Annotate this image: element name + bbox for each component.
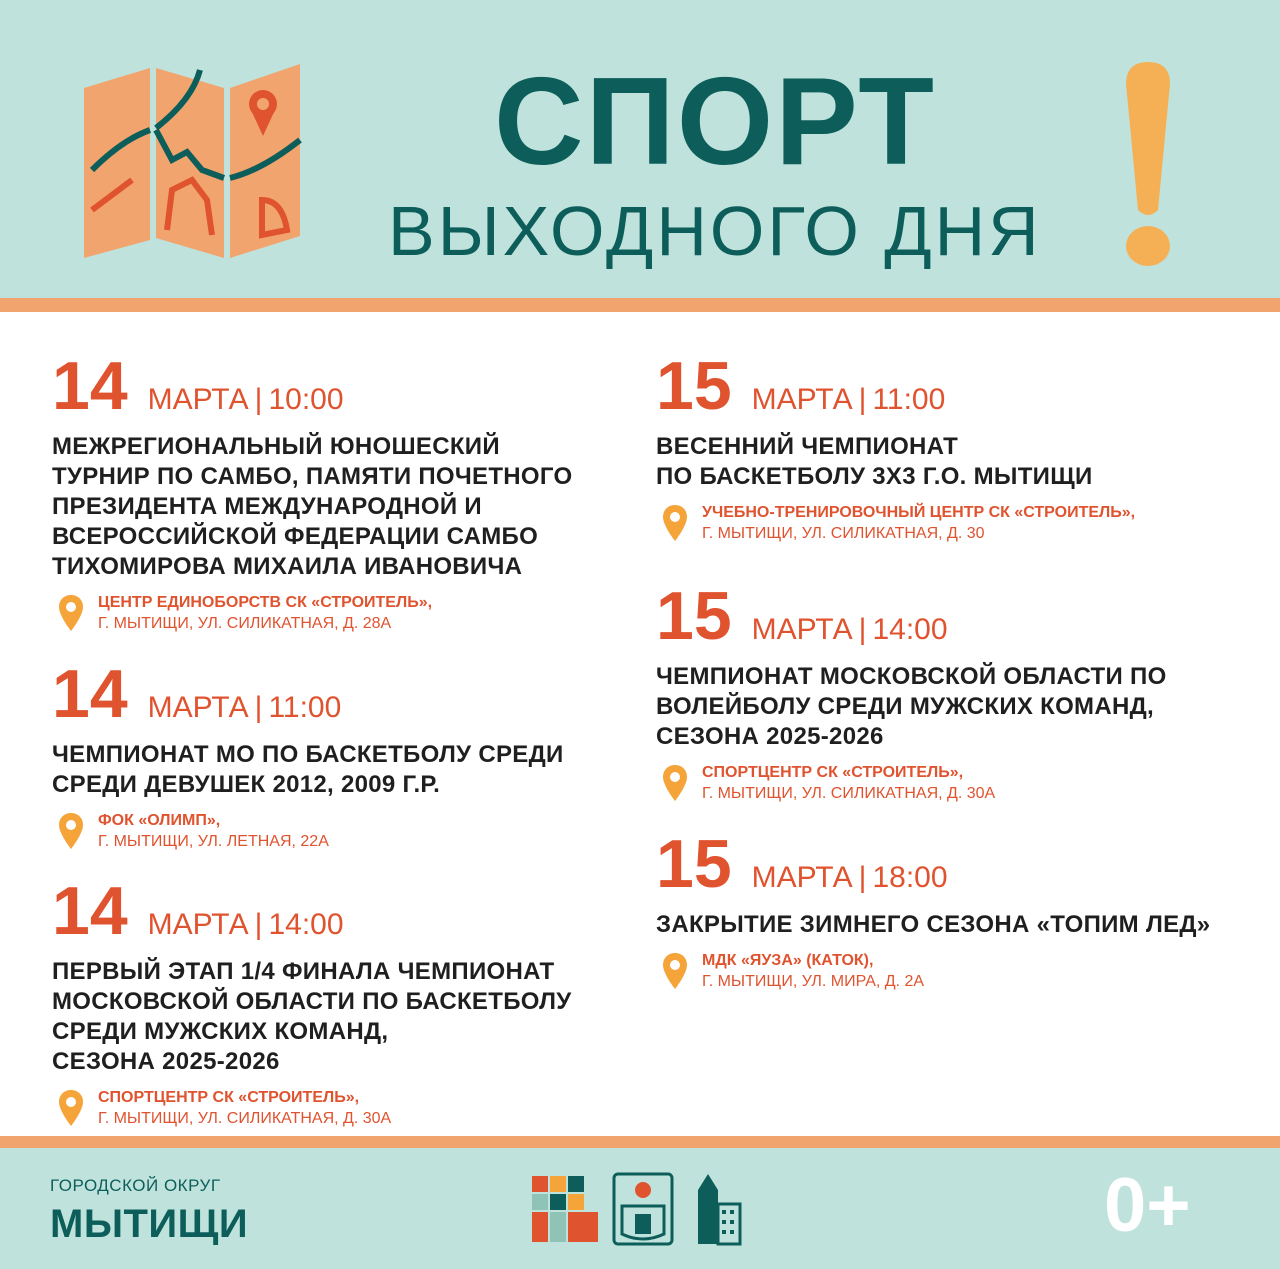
event-day: 14 xyxy=(52,656,128,732)
event-date xyxy=(52,656,564,732)
district-label: ГОРОДСКОЙ ОКРУГ xyxy=(50,1176,221,1195)
event-day: 15 xyxy=(656,348,732,424)
event-month: МАРТА xyxy=(751,383,853,416)
location-address: Г. МЫТИЩИ, УЛ. СИЛИКАТНАЯ, Д. 30А xyxy=(98,1110,392,1127)
event-card xyxy=(52,348,573,634)
location-pin-icon xyxy=(58,812,84,850)
location-name: ЦЕНТР ЕДИНОБОРСТВ СК «СТРОИТЕЛЬ», xyxy=(98,594,433,611)
city-name: МЫТИЩИ xyxy=(50,1202,249,1246)
location-name: СПОРТЦЕНТР СК «СТРОИТЕЛЬ», xyxy=(98,1089,360,1106)
event-time: 11:00 xyxy=(872,383,946,416)
event-card xyxy=(52,656,564,852)
location-address: Г. МЫТИЩИ, УЛ. СИЛИКАТНАЯ, Д. 28А xyxy=(98,615,392,632)
event-title: МЕЖРЕГИОНАЛЬНЫЙ ЮНОШЕСКИЙ ТУРНИР ПО САМБО, ПАМЯТИ ПОЧЕТНОГО ПРЕЗИДЕНТА МЕЖДУНАРОДНОЙ И ВСЕРОССИЙСКОЙ ФЕДЕРАЦИИ САМБО ТИХОМИРОВА МИХАИЛА ИВАНОВИЧА xyxy=(52,433,573,580)
event-time: 14:00 xyxy=(268,908,344,941)
date-separator: | xyxy=(254,383,263,416)
event-location xyxy=(52,1087,572,1129)
event-day: 15 xyxy=(656,826,732,902)
date-separator: | xyxy=(858,613,867,646)
location-name: ФОК «ОЛИМП», xyxy=(98,812,221,829)
event-title: ПЕРВЫЙ ЭТАП 1/4 ФИНАЛА ЧЕМПИОНАТ МОСКОВСКОЙ ОБЛАСТИ ПО БАСКЕТБОЛУ СРЕДИ МУЖСКИХ КОМАНД, СЕЗОНА 2025-2026 xyxy=(52,958,572,1075)
date-separator: | xyxy=(858,861,867,894)
location-address: Г. МЫТИЩИ, УЛ. ЛЕТНАЯ, 22А xyxy=(98,833,329,850)
event-month: МАРТА xyxy=(751,861,853,894)
location-name: МДК «ЯУЗА» (КАТОК), xyxy=(702,952,874,969)
event-day: 15 xyxy=(656,578,732,654)
header-banner xyxy=(0,0,1280,298)
event-time: 14:00 xyxy=(872,613,948,646)
location-name: УЧЕБНО-ТРЕНИРОВОЧНЫЙ ЦЕНТР СК «СТРОИТЕЛЬ», xyxy=(702,504,1136,521)
event-card xyxy=(656,348,1136,544)
location-address: Г. МЫТИЩИ, УЛ. МИРА, Д. 2А xyxy=(702,973,925,990)
exclamation-icon xyxy=(1118,60,1178,270)
event-title: ЧЕМПИОНАТ МО ПО БАСКЕТБОЛУ СРЕДИ СРЕДИ ДЕВУШЕК 2012, 2009 Г.Р. xyxy=(52,741,564,798)
event-title: ЗАКРЫТИЕ ЗИМНЕГО СЕЗОНА «ТОПИМ ЛЕД» xyxy=(656,911,1211,938)
date-separator: | xyxy=(858,383,867,416)
event-date xyxy=(52,348,572,424)
event-date xyxy=(656,348,1135,424)
event-day: 14 xyxy=(52,348,128,424)
event-time: 18:00 xyxy=(872,861,948,894)
event-card xyxy=(52,873,572,1129)
event-month: МАРТА xyxy=(751,613,853,646)
event-title: ВЕСЕННИЙ ЧЕМПИОНАТ ПО БАСКЕТБОЛУ 3Х3 Г.О. МЫТИЩИ xyxy=(656,433,1093,490)
location-pin-icon xyxy=(662,504,688,542)
event-card xyxy=(656,578,1167,804)
event-date xyxy=(656,826,1210,902)
event-location xyxy=(52,592,572,634)
event-location xyxy=(52,810,564,852)
location-pin-icon xyxy=(58,594,84,632)
date-separator: | xyxy=(254,691,263,724)
event-location xyxy=(656,950,1210,992)
event-location xyxy=(656,502,1135,544)
city-emblems-logo xyxy=(530,1170,742,1250)
event-month: МАРТА xyxy=(147,908,249,941)
event-date xyxy=(52,873,572,949)
location-name: СПОРТЦЕНТР СК «СТРОИТЕЛЬ», xyxy=(702,764,964,781)
event-time: 11:00 xyxy=(268,691,342,724)
header-divider xyxy=(0,298,1280,312)
location-address: Г. МЫТИЩИ, УЛ. СИЛИКАТНАЯ, Д. 30 xyxy=(702,525,985,542)
location-address: Г. МЫТИЩИ, УЛ. СИЛИКАТНАЯ, Д. 30А xyxy=(702,785,996,802)
location-pin-icon xyxy=(662,952,688,990)
event-month: МАРТА xyxy=(147,383,249,416)
event-month: МАРТА xyxy=(147,691,249,724)
location-pin-icon xyxy=(58,1089,84,1127)
age-rating: 0+ xyxy=(1104,1163,1191,1248)
event-date xyxy=(656,578,1167,654)
title-sub: ВЫХОДНОГО ДНЯ xyxy=(388,192,1042,270)
event-time: 10:00 xyxy=(268,383,344,416)
event-location xyxy=(656,762,1167,804)
title-main: СПОРТ xyxy=(494,53,936,191)
date-separator: | xyxy=(254,908,263,941)
event-day: 14 xyxy=(52,873,128,949)
event-card xyxy=(656,826,1211,992)
footer-divider xyxy=(0,1136,1280,1148)
location-pin-icon xyxy=(662,764,688,802)
event-title: ЧЕМПИОНАТ МОСКОВСКОЙ ОБЛАСТИ ПО ВОЛЕЙБОЛУ СРЕДИ МУЖСКИХ КОМАНД, СЕЗОНА 2025-2026 xyxy=(656,663,1167,750)
